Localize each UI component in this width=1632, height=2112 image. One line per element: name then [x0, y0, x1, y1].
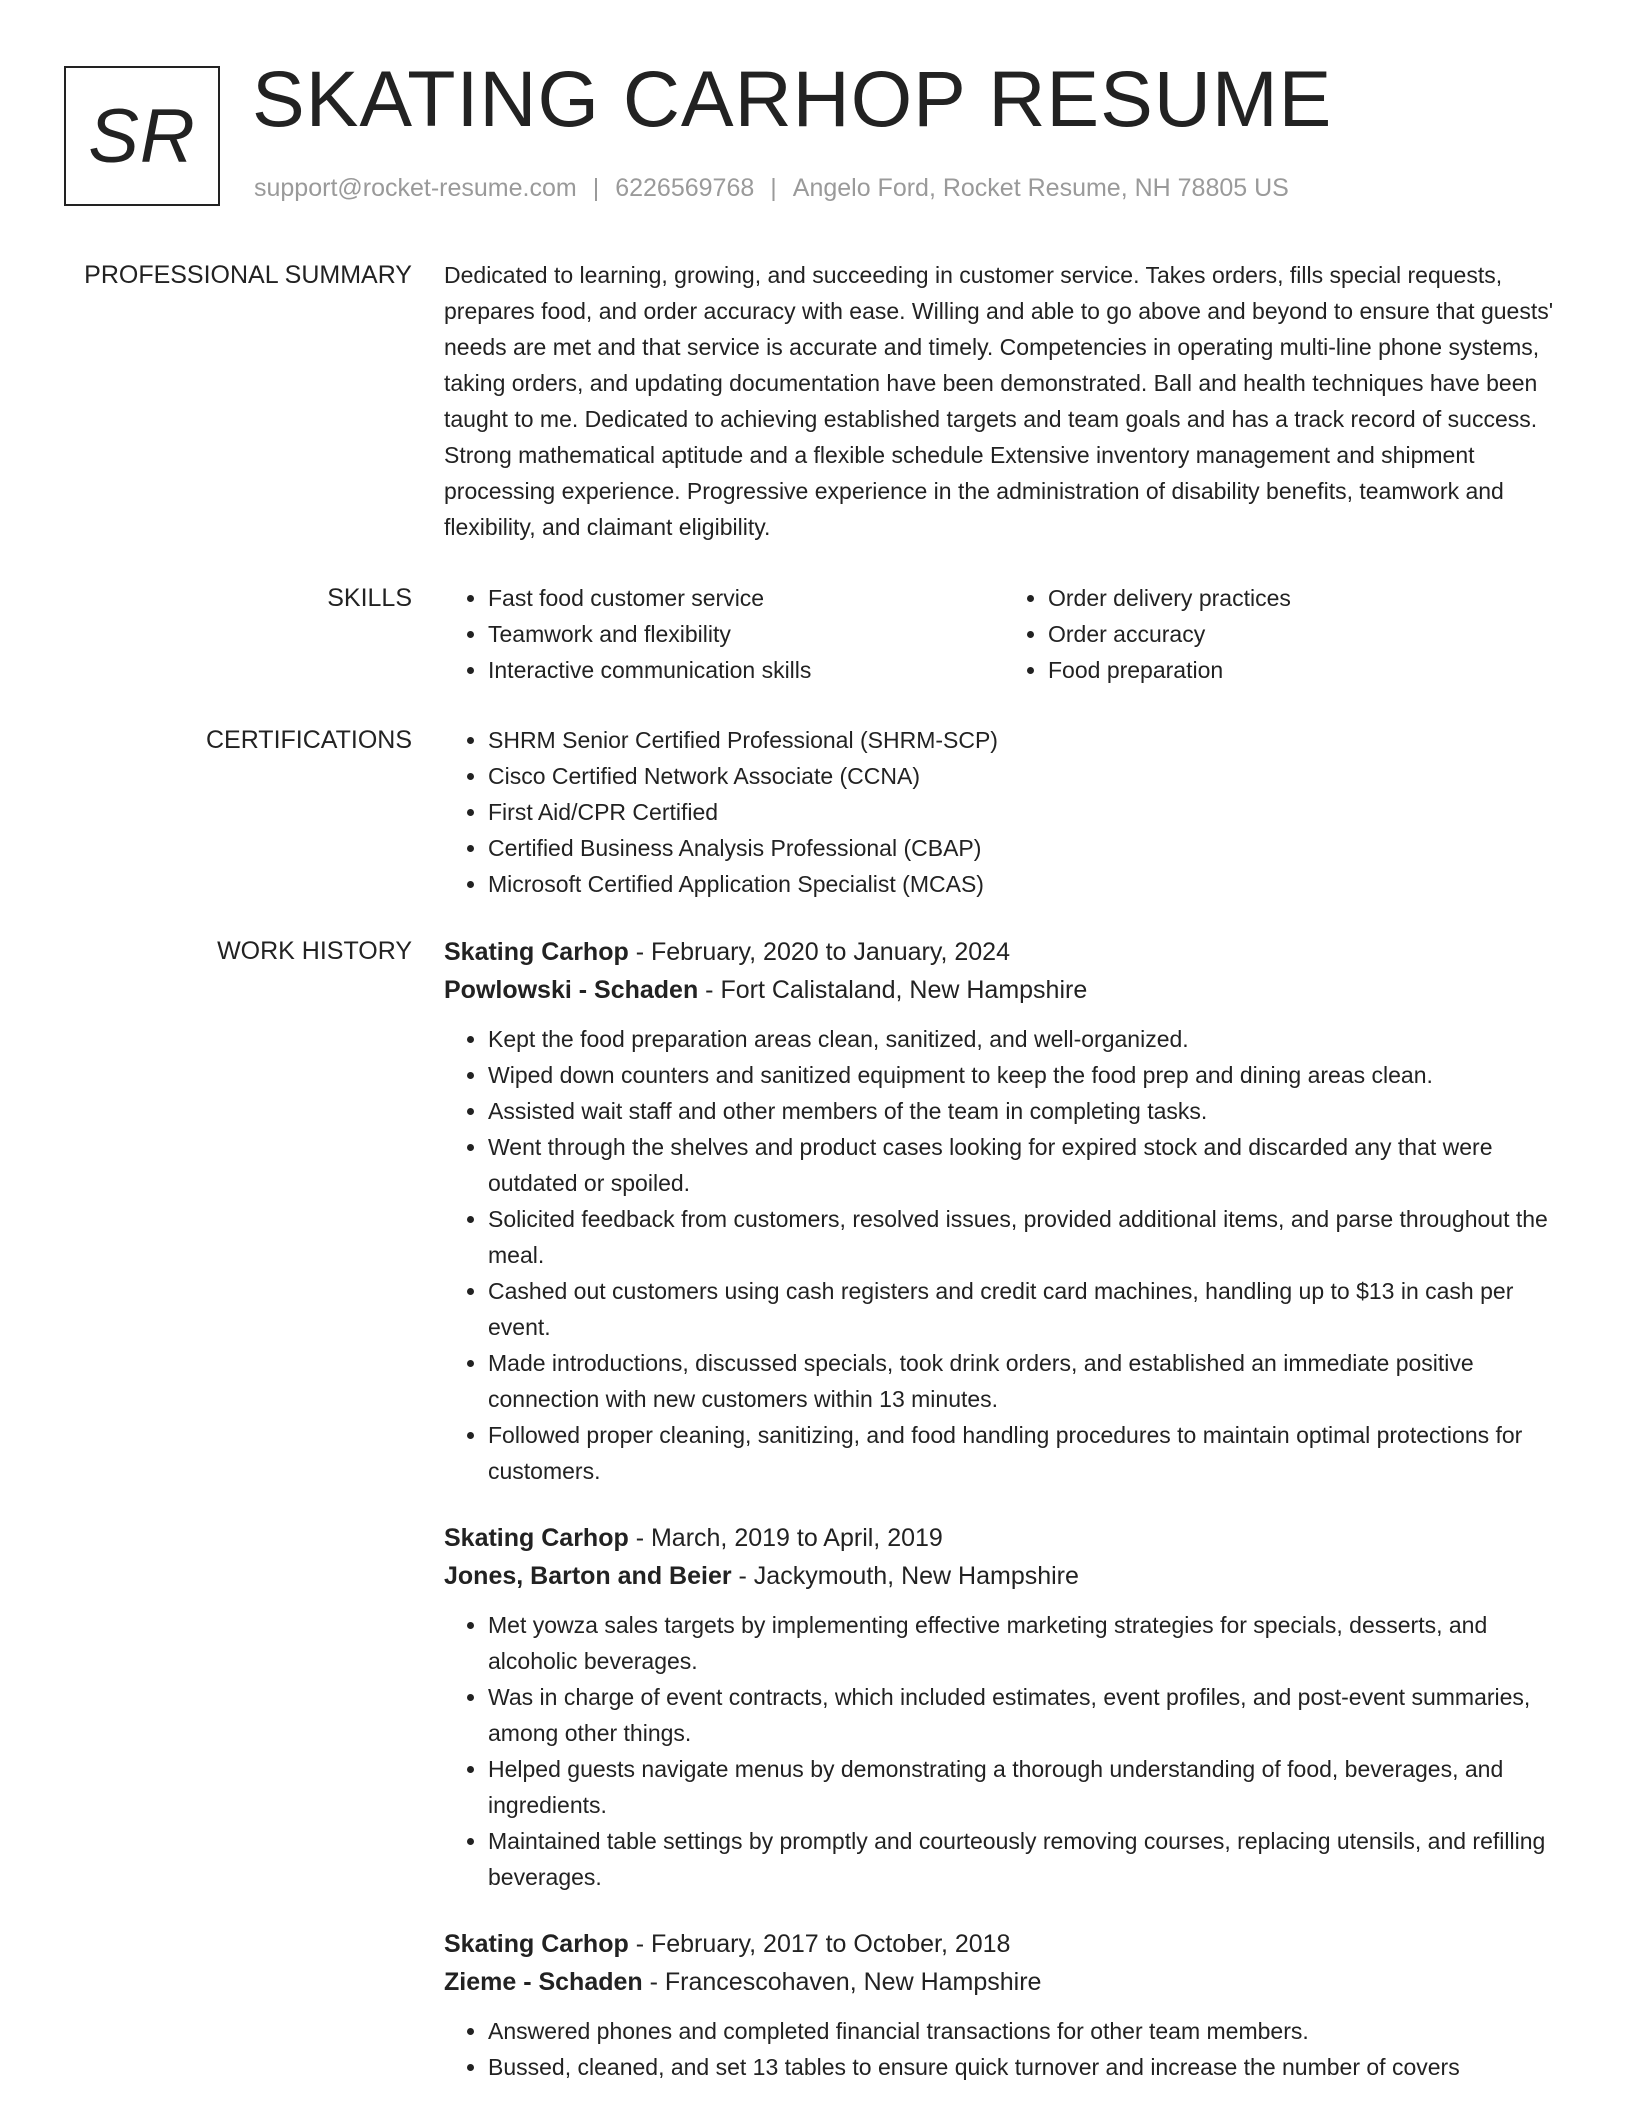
skill-item: • Fast food customer service — [488, 580, 1004, 616]
work-history-body — [444, 933, 1564, 2112]
job-bullet-list — [444, 1021, 1564, 1489]
monogram-initials: SR — [88, 93, 196, 179]
skill-item: • Interactive communication skills — [488, 652, 1004, 688]
section-heading-skills: SKILLS — [327, 584, 412, 612]
contact-separator: | — [770, 174, 777, 202]
job-dates: - February, 2020 to January, 2024 — [628, 938, 1010, 966]
summary-text: Dedicated to learning, growing, and succeeding in customer service. Takes orders, fills special requests, prepares food, and order accuracy with ease. Willing and able to go above and beyond to ensure that guests' needs are met and that service is accurate and timely. Competencies in operating multi-line phone systems, taking orders, and updating documentation have been demonstrated. Ball and health techniques have been taught to me. Dedicated to achieving established targets and team goals and has a track record of success. Strong mathematical aptitude and a flexible schedule Extensive inventory management and shipment processing experience. Progressive experience in the administration of disability benefits, teamwork and flexibility, and claimant eligibility. — [444, 262, 1554, 540]
resume-title: SKATING CARHOP RESUME — [252, 54, 1333, 143]
skill-item: • Order delivery practices — [1048, 580, 1564, 616]
contact-address: Angelo Ford, Rocket Resume, NH 78805 US — [792, 174, 1289, 202]
job-bullet: • Made introductions, discussed specials, took drink orders, and established an immediate positive connection with new customers within 13 minutes. — [488, 1345, 1564, 1417]
job-bullet: • Answered phones and completed financial transactions for other team members. — [488, 2013, 1564, 2049]
section-heading-work-history: WORK HISTORY — [217, 937, 412, 965]
job-location: - Francescohaven, New Hampshire — [642, 1968, 1042, 1996]
job-bullet: • Wiped down counters and sanitized equipment to keep the food prep and dining areas clean. — [488, 1057, 1564, 1093]
skills-columns — [444, 580, 1564, 688]
job-bullet: • Solicited feedback from customers, resolved issues, provided additional items, and parse throughout the meal. — [488, 1201, 1564, 1273]
section-heading-summary: PROFESSIONAL SUMMARY — [84, 261, 412, 289]
job-entry — [444, 933, 1564, 1489]
monogram-logo — [64, 66, 220, 206]
job-company: Jones, Barton and Beier — [444, 1562, 732, 1590]
job-entry — [444, 1925, 1564, 2085]
job-bullet-list — [444, 2013, 1564, 2085]
skill-item: • Food preparation — [1048, 652, 1564, 688]
job-title-line — [444, 1519, 1564, 1557]
certification-item: • SHRM Senior Certified Professional (SHRM-SCP) — [488, 722, 1564, 758]
section-heading-certifications: CERTIFICATIONS — [205, 726, 412, 754]
job-company-line — [444, 1963, 1564, 2001]
job-company-line — [444, 1557, 1564, 1595]
skills-list-left — [444, 580, 1004, 688]
job-bullet: • Kept the food preparation areas clean, sanitized, and well-organized. — [488, 1021, 1564, 1057]
skill-item: • Teamwork and flexibility — [488, 616, 1004, 652]
job-title-line — [444, 933, 1564, 971]
job-title: Skating Carhop — [444, 938, 629, 966]
job-bullet: • Helped guests navigate menus by demonstrating a thorough understanding of food, beverages, and ingredients. — [488, 1751, 1564, 1823]
job-bullet: • Met yowza sales targets by implementing effective marketing strategies for specials, desserts, and alcoholic beverages. — [488, 1607, 1564, 1679]
job-location: - Fort Calistaland, New Hampshire — [698, 976, 1088, 1004]
job-bullet: • Went through the shelves and product cases looking for expired stock and discarded any that were outdated or spoiled. — [488, 1129, 1564, 1201]
job-bullet: • Bussed, cleaned, and set 13 tables to ensure quick turnover and increase the number of covers — [488, 2049, 1564, 2085]
contact-phone: 6226569768 — [615, 174, 755, 202]
job-bullet: • Assisted wait staff and other members of the team in completing tasks. — [488, 1093, 1564, 1129]
job-bullet: • Maintained table settings by promptly and courteously removing courses, replacing utensils, and refilling beverages. — [488, 1823, 1564, 1895]
job-bullet: • Was in charge of event contracts, which included estimates, event profiles, and post-event summaries, among other things. — [488, 1679, 1564, 1751]
job-company: Powlowski - Schaden — [444, 976, 699, 1004]
certifications-list — [444, 722, 1564, 902]
skills-body — [444, 580, 1564, 688]
contact-separator: | — [592, 174, 600, 202]
job-company: Zieme - Schaden — [444, 1968, 643, 1996]
job-bullet-list — [444, 1607, 1564, 1895]
job-title-line — [444, 1925, 1564, 1963]
job-dates: - February, 2017 to October, 2018 — [628, 1930, 1011, 1958]
job-company-line — [444, 971, 1564, 1009]
job-title: Skating Carhop — [444, 1524, 629, 1552]
job-dates: - March, 2019 to April, 2019 — [628, 1524, 943, 1552]
certification-item: • Certified Business Analysis Professional (CBAP) — [488, 830, 1564, 866]
job-entry — [444, 1519, 1564, 1895]
job-bullet: • Cashed out customers using cash registers and credit card machines, handling up to $13 in cash per event. — [488, 1273, 1564, 1345]
contact-line — [254, 174, 1289, 203]
certification-item: • Microsoft Certified Application Specialist (MCAS) — [488, 866, 1564, 902]
certification-item: • First Aid/CPR Certified — [488, 794, 1564, 830]
contact-email: support@rocket-resume.com — [254, 174, 577, 202]
job-location: - Jackymouth, New Hampshire — [731, 1562, 1079, 1590]
skill-item: • Order accuracy — [1048, 616, 1564, 652]
job-bullet: • Followed proper cleaning, sanitizing, and food handling procedures to maintain optimal protections for customers. — [488, 1417, 1564, 1489]
certification-item: • Cisco Certified Network Associate (CCNA) — [488, 758, 1564, 794]
job-title: Skating Carhop — [444, 1930, 629, 1958]
certifications-body — [444, 722, 1564, 902]
skills-list-right — [1004, 580, 1564, 688]
